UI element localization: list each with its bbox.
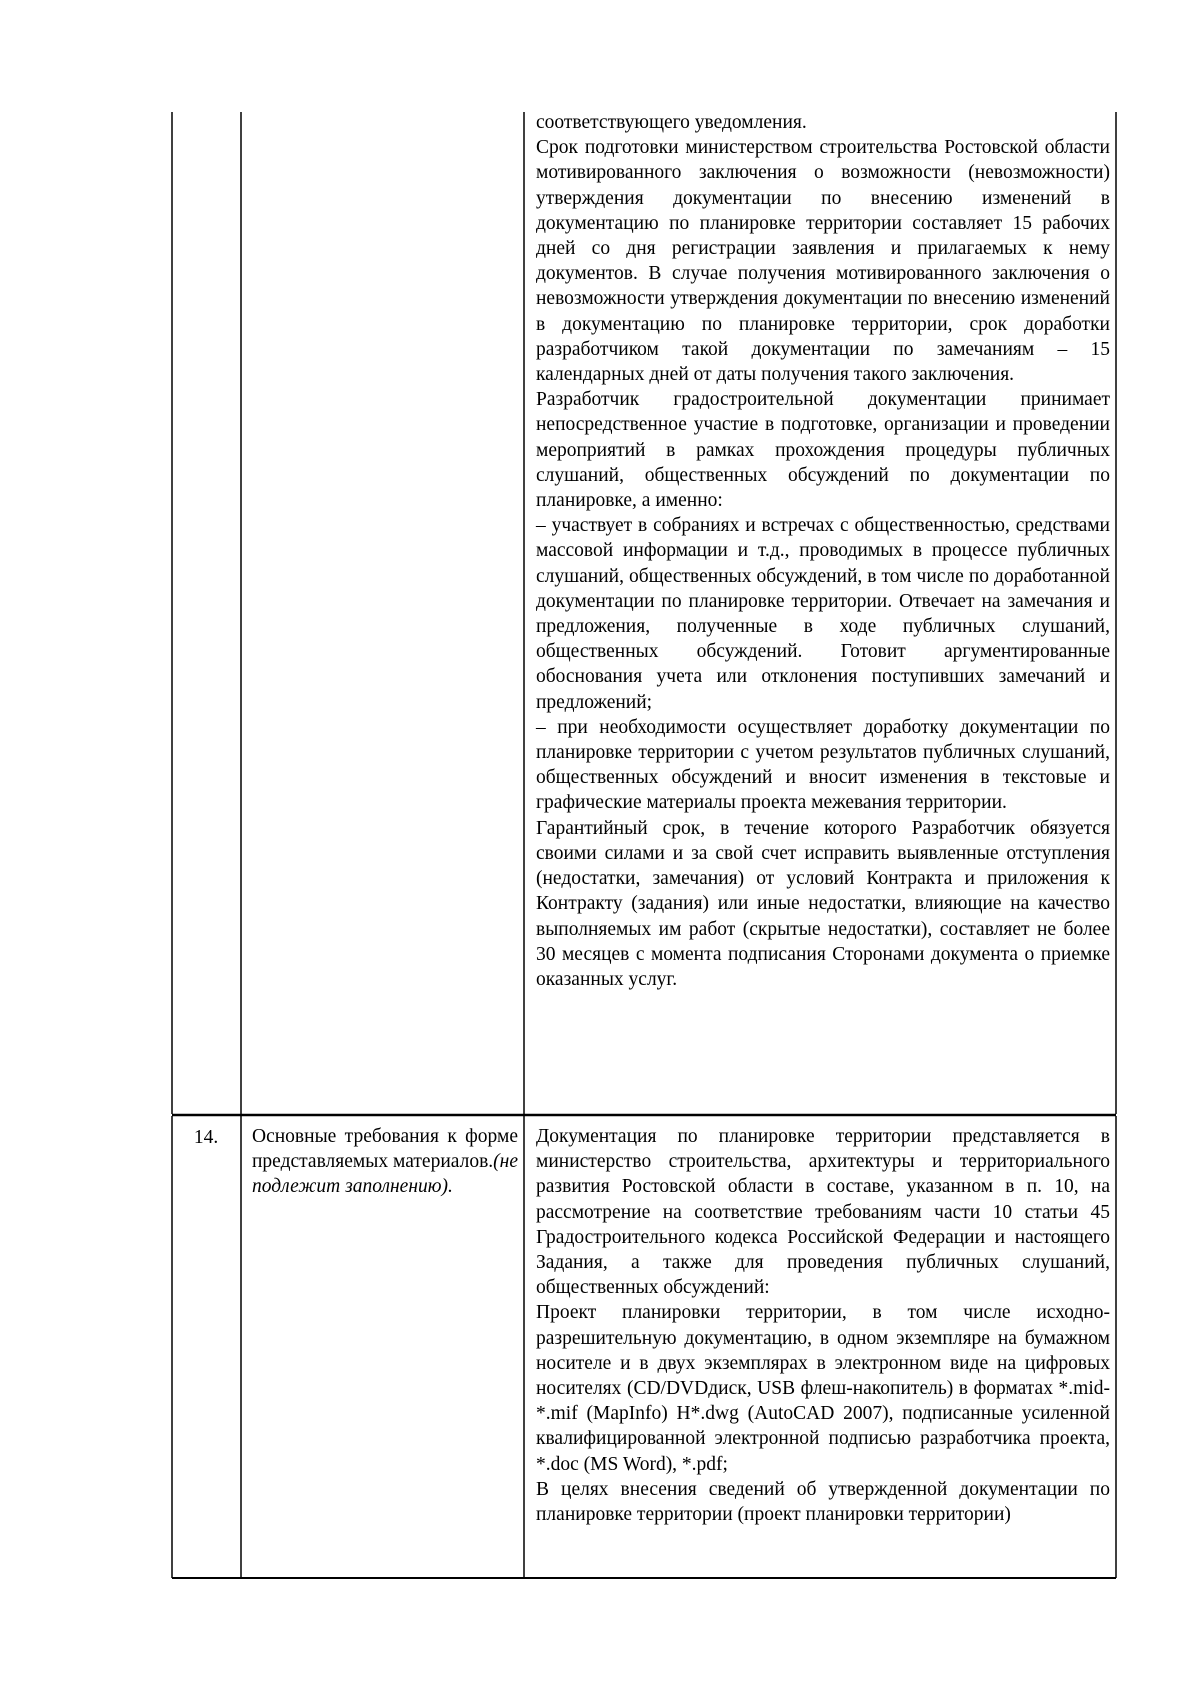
continuation-row-content — [536, 110, 1110, 992]
paragraph: В целях внесения сведений об утвержденной документации по планировке территории (проект планировки территории) — [536, 1478, 1110, 1526]
row-number: 14. — [193, 1127, 219, 1148]
paragraph: соответствующего уведомления. — [536, 112, 807, 133]
paragraph: Документация по планировке территории представляется в министерство строительства, архитектуры и территориального развития Ростовской области в составе, указанном в п. 10, на рассмотрение на соответствие требованиям части 10 статьи 45 Градостроительного кодекса Российской Федерации и настоящего Задания, а также для проведения публичных слушаний, общественных обсуждений: — [536, 1126, 1110, 1299]
requirement-title-note: (не подлежит заполнению). — [252, 1151, 518, 1198]
paragraph: Проект планировки территории, в том числе исходно-разрешительную документацию, в одном экземпляре на бумажном носителе и в двух экземплярах в электронном виде на цифровых носителях (CD/DVDдиск, USB флеш-накопитель) в форматах *.mid-*.mif (MapInfo) H*.dwg (AutoCAD 2007), подписанные усиленной квалифицированной электронной подписью разработчика проекта, *.doc (MS Word), *.pdf; — [536, 1302, 1110, 1475]
paragraph: – участвует в собраниях и встречах с общественностью, средствами массовой информации и т.д., проводимых в процессе публичных слушаний, общественных обсуждений, в том числе по доработанной документации по планировке территории. Отвечает на замечания и предложения, полученные в ходе публичных слушаний, общественных обсуждений. Готовит аргументированные обоснования учета или отклонения поступивших замечаний и предложений; — [536, 515, 1110, 713]
requirement-title — [252, 1124, 518, 1200]
row-14-content — [536, 1124, 1110, 1527]
paragraph: Разработчик градостроительной документации принимает непосредственное участие в подготовке, организации и проведении мероприятий в рамках прохождения процедуры публичных слушаний, общественных обсуждений по документации по планировке, а именно: — [536, 389, 1110, 512]
paragraph: Гарантийный срок, в течение которого Разработчик обязуется своими силами и за свой счет исправить выявленные отступления (недостатки, замечания) от условий Контракта и приложения к Контракту (задания) или иные недостатки, влияющие на качество выполняемых им работ (скрытые недостатки), составляет не более 30 месяцев с момента подписания Сторонами документа о приемке оказанных услуг. — [536, 817, 1110, 990]
requirement-title-text: Основные требования к форме представляемых материалов. — [252, 1126, 518, 1173]
requirement-title-cell — [252, 1124, 518, 1200]
paragraph: – при необходимости осуществляет доработку документации по планировке территории с учетом результатов публичных слушаний, общественных обсуждений и вносит изменения в текстовые и графические материалы проекта межевания территории. — [536, 716, 1110, 814]
paragraph: Срок подготовки министерством строительства Ростовской области мотивированного заключения о возможности (невозможности) утверждения документации по внесению изменений в документацию по планировке территории составляет 15 рабочих дней со дня регистрации заявления и прилагаемых к нему документов. В случае получения мотивированного заключения о невозможности утверждения документации по внесению изменений в документацию по планировке территории, срок доработки разработчиком такой документации по замечаниям – 15 календарных дней от даты получения такого заключения. — [536, 137, 1110, 386]
